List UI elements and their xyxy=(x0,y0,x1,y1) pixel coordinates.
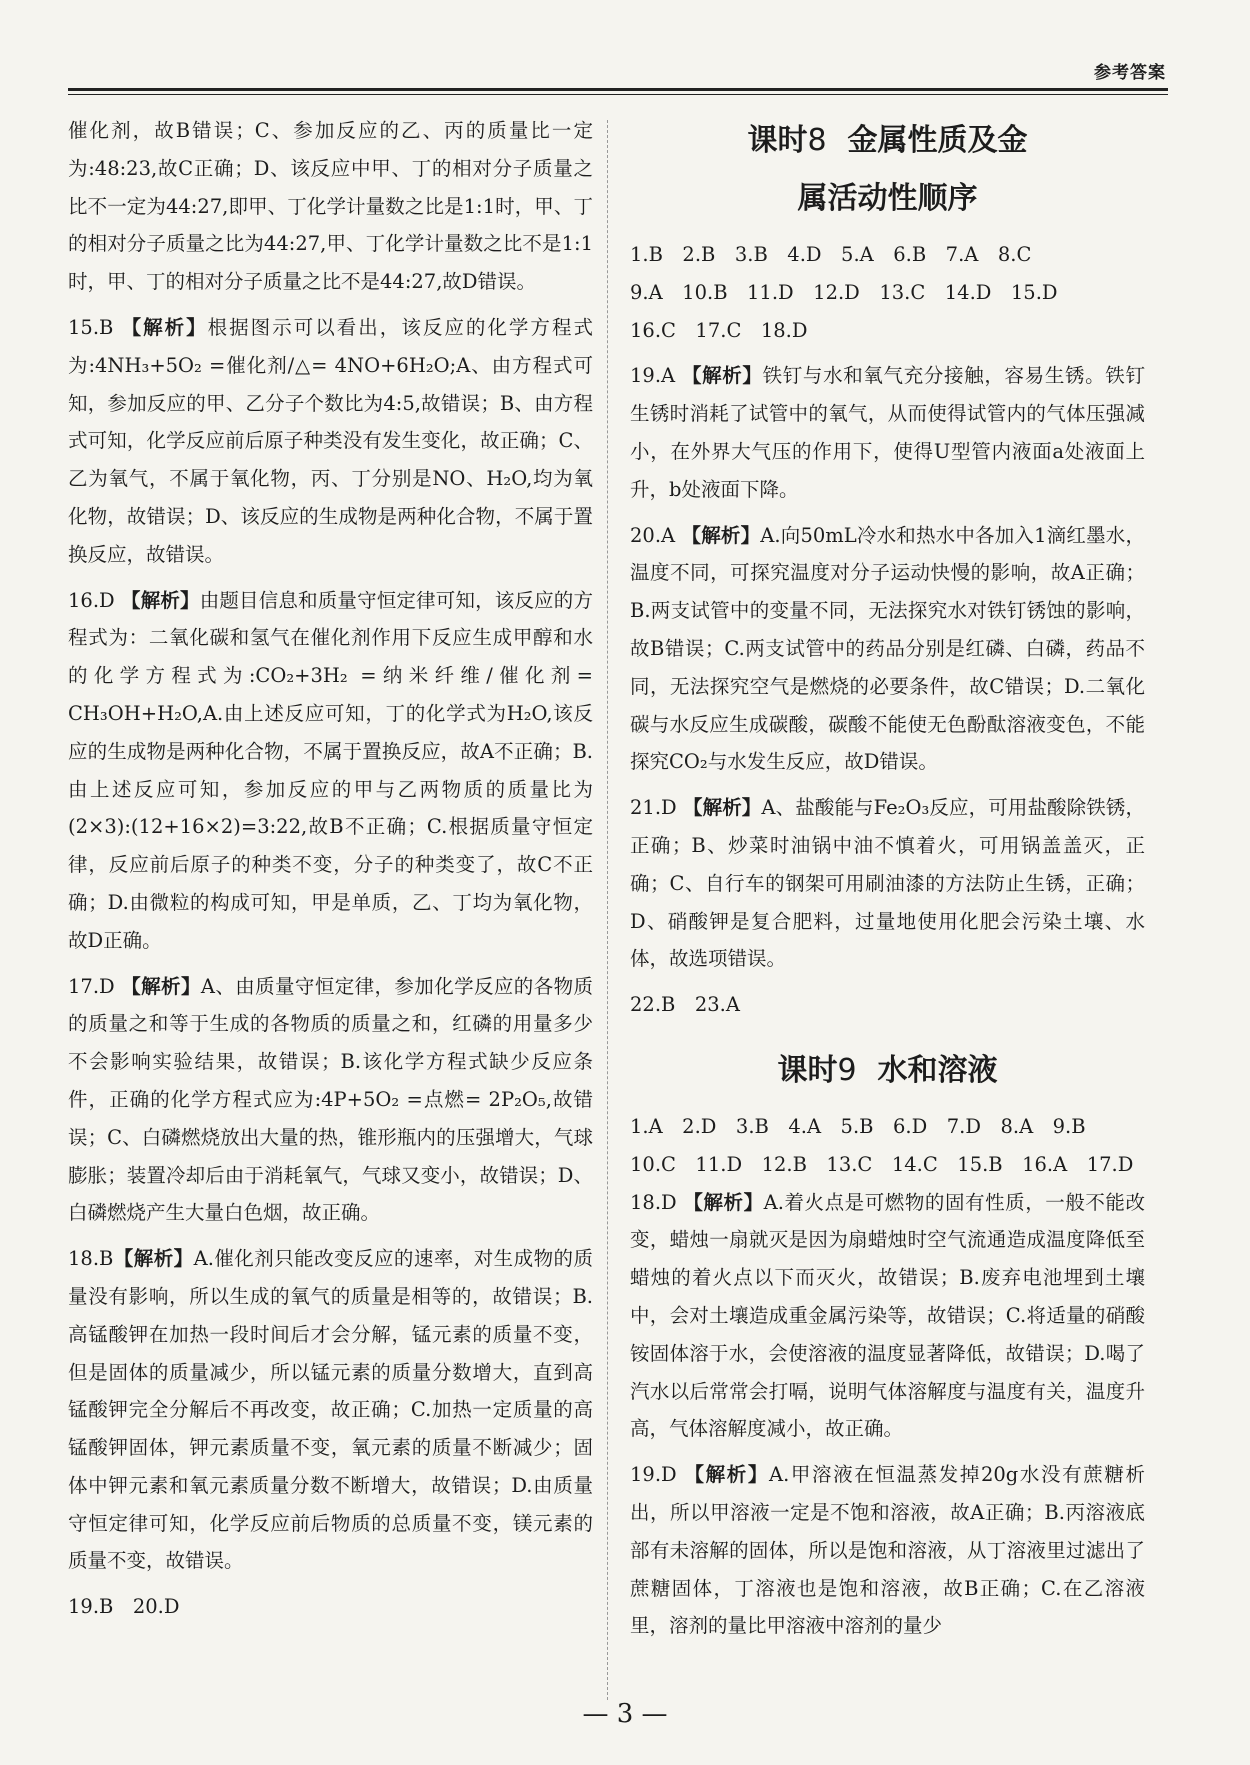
analysis-label: 【解析】 xyxy=(684,1463,769,1487)
answers-19-20: 19.B 20.D xyxy=(68,1595,180,1619)
lesson-title: 水和溶液 xyxy=(877,1052,998,1088)
answer-row: 16.C 17.C 18.D xyxy=(630,318,808,342)
answer-21 xyxy=(630,789,1145,978)
lesson-8-title-line2: 属活动性顺序 xyxy=(797,181,978,216)
left-column xyxy=(68,112,593,1626)
answer-16 xyxy=(68,582,593,960)
analysis-label: 【解析】 xyxy=(121,974,201,998)
analysis-label: 【解析】 xyxy=(113,1247,194,1271)
answer-number: 19.A xyxy=(630,364,676,388)
answer-number: 17.D xyxy=(68,974,115,998)
header-rule xyxy=(68,88,1168,91)
answer-19 xyxy=(630,357,1145,508)
answer-number: 21.D xyxy=(630,796,677,820)
continuation-paragraph: 催化剂，故B错误；C、参加反应的乙、丙的质量比一定为:48:23,故C正确；D、该反应中甲、丁的相对分子质量之比不一定为44:27,即甲、丁化学计量数之比是1:1时，甲、丁的相对分子质量之比为44:27,甲、丁化学计量数之比不是1:1时，甲、丁的相对分子质量之比不是44:27,故D错误。 xyxy=(68,119,593,294)
analysis-text: A.向50mL冷水和热水中各加入1滴红墨水，温度不同，可探究温度对分子运动快慢的影响，故A正确；B.两支试管中的变量不同，无法探究水对铁钉锈蚀的影响，故B错误；C.两支试管中的药品分别是红磷、白磷，药品不同，无法探究空气是燃烧的必要条件，故C错误；D.二氧化碳与水反应生成碳酸，碳酸不能使无色酚酞溶液变色，不能探究CO₂与水发生反应，故D错误。 xyxy=(630,523,1145,774)
answer-18 xyxy=(68,1240,593,1580)
analysis-text: A.甲溶液在恒温蒸发掉20g水没有蔗糖析出，所以甲溶液一定是不饱和溶液，故A正确；B.丙溶液底部有未溶解的固体，所以是饱和溶液，从丁溶液里过滤出了蔗糖固体，丁溶液也是饱和溶液，故B正确；C.在乙溶液里，溶剂的量比甲溶液中溶剂的量少 xyxy=(630,1463,1146,1638)
analysis-label: 【解析】 xyxy=(683,1190,764,1214)
answer-number: 19.D xyxy=(630,1463,677,1487)
column-divider xyxy=(607,120,608,1700)
analysis-text: A.催化剂只能改变反应的速率，对生成物的质量没有影响，所以生成的氧气的质量是相等的，故错误；B.高锰酸钾在加热一段时间后才会分解，锰元素的质量不变，但是固体的质量减少，所以锰元素的质量分数增大，直到高锰酸钾完全分解后不再改变，故正确；C.加热一定质量的高锰酸钾固体，钾元素质量不变，氧元素的质量不断减少；固体中钾元素和氧元素质量分数不断增大，故错误；D.由质量守恒定律可知，化学反应前后物质的总质量不变，镁元素的质量不变，故错误。 xyxy=(68,1247,593,1573)
lesson-number: 9 xyxy=(837,1052,857,1088)
lesson-title-line1: 金属性质及金 xyxy=(847,123,1028,158)
analysis-label: 【解析】 xyxy=(681,364,763,388)
answer-row: 9.A 10.B 11.D 12.D 13.C 14.D 15.D xyxy=(630,280,1058,304)
answer-15 xyxy=(68,309,593,574)
answer-row: 1.A 2.D 3.B 4.A 5.B 6.D 7.D 8.A 9.B xyxy=(630,1114,1086,1138)
answer-17 xyxy=(68,968,593,1233)
answer-row: 10.C 11.D 12.B 13.C 14.C 15.B 16.A 17.D xyxy=(630,1152,1134,1176)
lesson-prefix: 课时 xyxy=(777,1052,838,1088)
lesson-prefix: 课时 xyxy=(747,123,808,158)
answer-number: 18.D xyxy=(630,1190,677,1214)
header-label: 参考答案 xyxy=(1094,63,1166,83)
lesson-8-title xyxy=(630,112,1145,170)
header-rule-thin xyxy=(68,94,1168,95)
analysis-label: 【解析】 xyxy=(682,796,762,820)
analysis-text: A、盐酸能与Fe₂O₃反应，可用盐酸除铁锈，正确；B、炒菜时油锅中油不慎着火，可用锅盖盖灭，正确；C、自行车的钢架可用刷油漆的方法防止生锈，正确；D、硝酸钾是复合肥料，过量地使用化肥会污染土壤、水体，故选项错误。 xyxy=(630,796,1145,971)
analysis-text: A.着火点是可燃物的固有性质，一般不能改变，蜡烛一扇就灭是因为扇蜡烛时空气流通造成温度降低至蜡烛的着火点以下而灭火，故错误；B.废弃电池埋到土壤中，会对土壤造成重金属污染等，故错误；C.将适量的硝酸铵固体溶于水，会使溶液的温度显著降低，故错误；D.喝了汽水以后常常会打嗝，说明气体溶解度与温度有关，温度升高，气体溶解度减小，故正确。 xyxy=(630,1190,1145,1441)
answer-number: 15.B xyxy=(68,315,114,339)
page-number: — 3 — xyxy=(582,1699,668,1729)
answer-20 xyxy=(630,517,1145,782)
answer-9-19 xyxy=(630,1456,1145,1645)
analysis-text: A、由质量守恒定律，参加化学反应的各物质的质量之和等于生成的各物质的质量之和，红磷的用量多少不会影响实验结果，故错误；B.该化学方程式缺少反应条件，正确的化学方程式应为:4P+5O₂ =点燃= 2P₂O₅,故错误；C、白磷燃烧放出大量的热，锥形瓶内的压强增大，气球膨胀；装置冷却后由于消耗氧气，气球又变小，故错误；D、白磷燃烧产生大量白色烟，故正确。 xyxy=(68,974,593,1225)
answer-number: 18.B xyxy=(68,1247,114,1271)
answer-row: 1.B 2.B 3.B 4.D 5.A 6.B 7.A 8.C xyxy=(630,243,1032,266)
analysis-text: 铁钉与水和氧气充分接触，容易生锈。铁钉生锈时消耗了试管中的氧气，从而使得试管内的气体压强减小，在外界大气压的作用下，使得U型管内液面a处液面上升，b处液面下降。 xyxy=(630,364,1145,501)
answers-22-23: 22.B 23.A xyxy=(630,993,740,1017)
analysis-label: 【解析】 xyxy=(121,315,208,339)
answer-9-18 xyxy=(630,1184,1145,1449)
analysis-label: 【解析】 xyxy=(681,523,761,547)
answer-number: 20.A xyxy=(630,523,676,547)
analysis-text: 根据图示可以看出，该反应的化学方程式为:4NH₃+5O₂ =催化剂/△= 4NO+6H₂O;A、由方程式可知，参加反应的甲、乙分子个数比为4:5,故错误；B、由方程式可知，化学反应前后原子种类没有发生变化，故正确；C、乙为氧气，不属于氧化物，丙、丁分别是NO、H₂O,均为氧化物，故错误；D、该反应的生成物是两种化合物，不属于置换反应，故错误。 xyxy=(68,315,593,566)
right-column xyxy=(630,112,1145,1645)
lesson-number: 8 xyxy=(807,123,827,158)
analysis-label: 【解析】 xyxy=(121,588,200,612)
analysis-text: 由题目信息和质量守恒定律可知，该反应的方程式为：二氧化碳和氢气在催化剂作用下反应生成甲醇和水的化学方程式为:CO₂+3H₂ =纳米纤维/催化剂= CH₃OH+H₂O,A.由上述反应可知，丁的化学式为H₂O,该反应的生成物是两种化合物，不属于置换反应，故A不正确；B.由上述反应可知，参加反应的甲与乙两物质的质量比为(2×3):(12+16×2)=3:22,故B不正确；C.根据质量守恒定律，反应前后原子的种类不变，分子的种类变了，故C不正确；D.由微粒的构成可知，甲是单质，乙、丁均为氧化物，故D正确。 xyxy=(68,588,593,952)
answer-number: 16.D xyxy=(68,588,115,612)
lesson-9-title xyxy=(630,1042,1145,1100)
